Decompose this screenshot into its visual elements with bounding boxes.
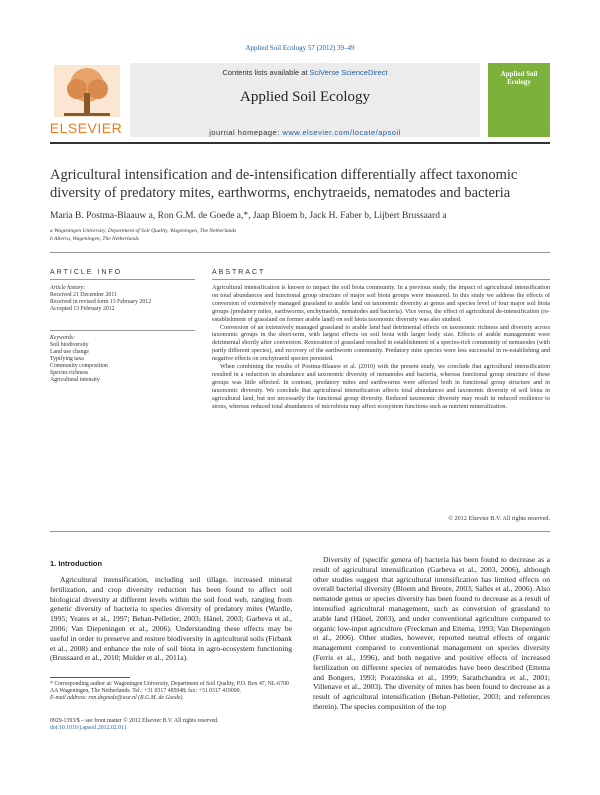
publisher-name: ELSEVIER <box>49 120 123 136</box>
article-title: Agricultural intensification and de-intensification differentially affect taxonomic diversity of predatory mites, earthworms, enchytraeids, nematodes and bacteria <box>50 167 518 201</box>
sciencedirect-link[interactable]: SciVerse ScienceDirect <box>309 68 388 77</box>
footnotes <box>50 681 292 702</box>
issn-line: 0929-1393/$ – see front matter © 2012 Elsevier B.V. All rights reserved. <box>50 718 219 724</box>
homepage-link[interactable]: www.elsevier.com/locate/apsoil <box>282 128 401 137</box>
abstract-heading: ABSTRACT <box>212 269 266 276</box>
header-rule <box>50 142 550 144</box>
history-label: Article history: <box>50 285 86 291</box>
keywords-label: Keywords: <box>50 335 75 341</box>
divider <box>50 279 195 280</box>
issn-doi-block <box>50 718 292 732</box>
keyword: Soil biodiversity <box>50 342 89 348</box>
keyword: Typifying taxa <box>50 356 84 362</box>
keyword: Species richness <box>50 370 89 376</box>
affiliation-b: b Alterra, Wageningen, The Netherlands <box>50 236 139 242</box>
accepted-date: Accepted 13 February 2012 <box>50 306 115 312</box>
abstract-body <box>212 284 550 411</box>
journal-reference[interactable]: Applied Soil Ecology 57 (2012) 39–49 <box>245 44 355 52</box>
homepage-prefix: journal homepage: <box>209 128 280 137</box>
divider <box>50 531 550 532</box>
contents-prefix: Contents lists available at <box>222 68 308 77</box>
divider <box>50 252 550 253</box>
received-date: Received 21 December 2011 <box>50 292 117 298</box>
affiliation-a: a Wageningen University, Department of Soil Quality, Wageningen, The Netherlands <box>50 228 237 234</box>
body-paragraph: Agricultural intensification, including soil tillage, increased mineral fertilization, and crop diversity reduction has been found to affect soil biological diversity at different levels within the soil food web, ranging from genetic diversity of bacteria to species diversity of predatory mites (Wardle, 1995; Yeates et al., 1997; Behan-Pelletier, 2003; Hänel, 2003; Garbeva et al., 2006; Van Diepeningen et al., 2006). Understanding these effects may be useful in order to preserve and restore biodiversity in agricultural soils (Firbank et al., 2008) and enhance the role of soil biota in agro-ecosystem functioning (Brussaard et al., 2010; Mulder et al., 2011a). <box>50 575 292 663</box>
article-info-heading: ARTICLE INFO <box>50 269 123 276</box>
abstract-paragraph: Agricultural intensification is known to impact the soil biota community. In a previous study, the impact of agricultural intensification on total abundances and functional group structure of major soil biota groups were measured. In this study we address the effects of conversion of extensively managed grassland to arable land on taxonomic diversity at genus and species level of four major soil biota groups (predatory mites, earthworms, enchytraeids, nematodes and bacteria). Vice versa, the effect of agricultural de-intensification (re-establishment of grassland on former arable land) on soil biota taxonomic diversity was also studied. <box>212 284 550 323</box>
keyword: Community composition <box>50 363 108 369</box>
email-note[interactable]: E-mail address: ron.degoede@wur.nl (R.G.M. de Goede). <box>50 695 184 701</box>
section-heading-introduction: 1. Introduction <box>50 559 103 568</box>
keywords-block <box>50 335 195 384</box>
cover-title: Applied Soil Ecology <box>500 70 538 86</box>
abstract-paragraph: Conversion of an extensively managed grassland to arable land had detrimental effects on taxonomic richness and diversity across taxonomic groups in the short-term, with largest effects on soil biota with larger body size. Effects of arable management were detrimental shortly after conversion. Restoration of grassland resulted in establishment of a species-rich community of nematodes (with partly different species), and recovery of the earthworm community. Predatory mite species were less successful in re-establishing and negative effects on enchytraeid species persisted. <box>212 323 550 363</box>
divider <box>212 279 550 280</box>
journal-title: Applied Soil Ecology <box>240 89 370 105</box>
body-column-right <box>313 555 550 712</box>
author-list: Maria B. Postma-Blaauw a, Ron G.M. de Goede a,*, Jaap Bloem b, Jack H. Faber b, Lijbert Brussaard a <box>50 211 447 221</box>
abstract-paragraph: When combining the results of Postma-Blaauw et al. (2010) with the present study, we conclude that agricultural intensification resulted in a reduction in abundance and taxonomic diversity of nematodes and bacteria, whereas functional group structure of these groups was little affected. In contrast, predatory mites and earthworms were affected both in functional group structure and in taxonomic diversity. We conclude that agricultural intensification affects total abundances and taxonomic diversity of soil biota in agricultural land, but not necessarily the functional group diversity. Reduced taxonomic diversity may result in reduced resilience to stress, whereas reduced total abundances of microbiota may affect ecosystem functions such as nutrient mineralization. <box>212 363 550 410</box>
divider <box>50 330 195 331</box>
corresponding-author-note: * Corresponding author at: Wageningen University, Department of Soil Quality, P.O. Box 47, NL-6700 AA Wageningen, The Netherlands. Tel.: +31 0317 485048; fax: +31 0317 419000. <box>50 681 289 694</box>
homepage-line <box>130 128 480 137</box>
keyword: Land use change <box>50 349 89 355</box>
contents-line <box>130 68 480 77</box>
revised-date: Received in revised form 13 February 2012 <box>50 299 152 305</box>
keyword: Agricultural intensity <box>50 377 100 383</box>
doi-link[interactable]: doi:10.1016/j.apsoil.2012.02.011 <box>50 725 127 731</box>
body-paragraph: Diversity of (specific genera of) bacteria has been found to decrease as a result of agricultural intensification (Garbeva et al., 2003, 2006), although other studies suggest that agricultural intensification has limited effects on overall bacterial diversity (Bloem and Breure, 2003; Salles et al., 2006). Also nematode genus or species diversity has been found to decrease as a result of intensified agricultural management, such as conversion of grassland to arable land (Hänel, 2003), and under conventional agriculture compared to organic low-input agriculture (Freckman and Ettema, 1993; Van Diepeningen et al., 2006). Other studies, however, reported neutral effects of organic management compared to conventional management on species diversity (Ferris et al., 1996), and both negative and positive effects of increased fertilization on different species of nematodes have been described (Ettema and Bongers, 1993; Porazinska et al., 1999; Sarathchandra et al., 2001; Villenave et al., 2003). The diversity of mites has been found to decrease as a result of agricultural intensification (Behan-Pelletier, 2003; and references therein). The species composition of the top <box>313 555 550 711</box>
body-column-left <box>50 575 292 663</box>
copyright-notice: © 2012 Elsevier B.V. All rights reserved. <box>448 515 550 522</box>
footnote-rule <box>50 677 130 678</box>
article-history <box>50 285 195 313</box>
